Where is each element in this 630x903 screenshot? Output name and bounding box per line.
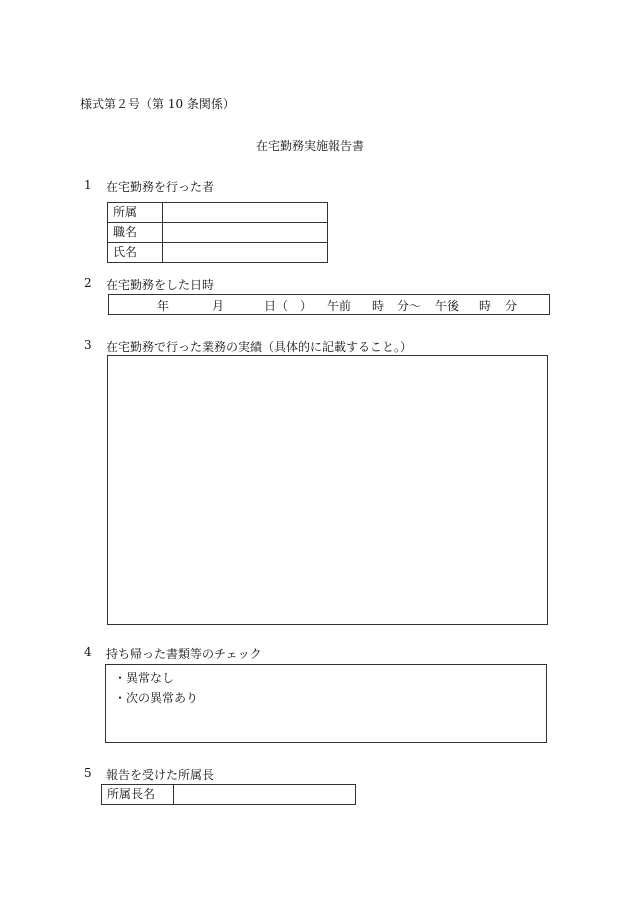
affiliation-label: 所属 [108, 203, 163, 223]
supervisor-name-label: 所属長名 [102, 785, 174, 805]
supervisor-table [101, 784, 356, 805]
section-5-heading: 報告を受けた所属長 [106, 768, 215, 782]
table-row [108, 223, 328, 243]
pm-label: 午後 [435, 299, 460, 313]
option-no-anomaly[interactable]: ・異常なし [114, 671, 175, 685]
form-number: 様式第２号（第 10 条関係） [80, 97, 235, 111]
name-label: 氏名 [108, 243, 163, 263]
section-1-heading: 在宅勤務を行った者 [106, 180, 215, 194]
section-3-heading: 在宅勤務で行った業務の実績（具体的に記載すること。） [106, 340, 413, 354]
minute-unit-end: 分 [505, 299, 518, 313]
section-3-number: 3 [84, 338, 92, 352]
section-4-heading: 持ち帰った書類等のチェック [106, 647, 262, 661]
document-check-box [105, 664, 547, 743]
day-unit: 日 [264, 299, 277, 313]
work-results-field[interactable] [107, 355, 548, 625]
section-1-number: 1 [84, 178, 92, 192]
job-title-label: 職名 [108, 223, 163, 243]
minute-unit-start: 分〜 [397, 299, 422, 313]
hour-unit-end: 時 [479, 299, 492, 313]
year-unit: 年 [157, 299, 170, 313]
table-row [108, 203, 328, 223]
am-label: 午前 [327, 299, 352, 313]
option-anomaly-found[interactable]: ・次の異常あり [114, 691, 199, 705]
section-4-number: 4 [84, 645, 92, 659]
table-row [108, 243, 328, 263]
supervisor-name-field[interactable] [174, 785, 356, 805]
name-value-field[interactable] [163, 243, 328, 263]
document-title: 在宅勤務実施報告書 [256, 139, 365, 153]
section-5-number: 5 [84, 766, 92, 780]
table-row [102, 785, 356, 805]
section-2-heading: 在宅勤務をした日時 [106, 278, 215, 292]
personnel-table [107, 202, 328, 263]
month-unit: 月 [212, 299, 225, 313]
hour-unit-start: 時 [372, 299, 385, 313]
weekday-parentheses: （ ） [276, 299, 313, 313]
section-2-number: 2 [84, 276, 92, 290]
datetime-field[interactable] [108, 294, 550, 315]
job-title-value-field[interactable] [163, 223, 328, 243]
affiliation-value-field[interactable] [163, 203, 328, 223]
